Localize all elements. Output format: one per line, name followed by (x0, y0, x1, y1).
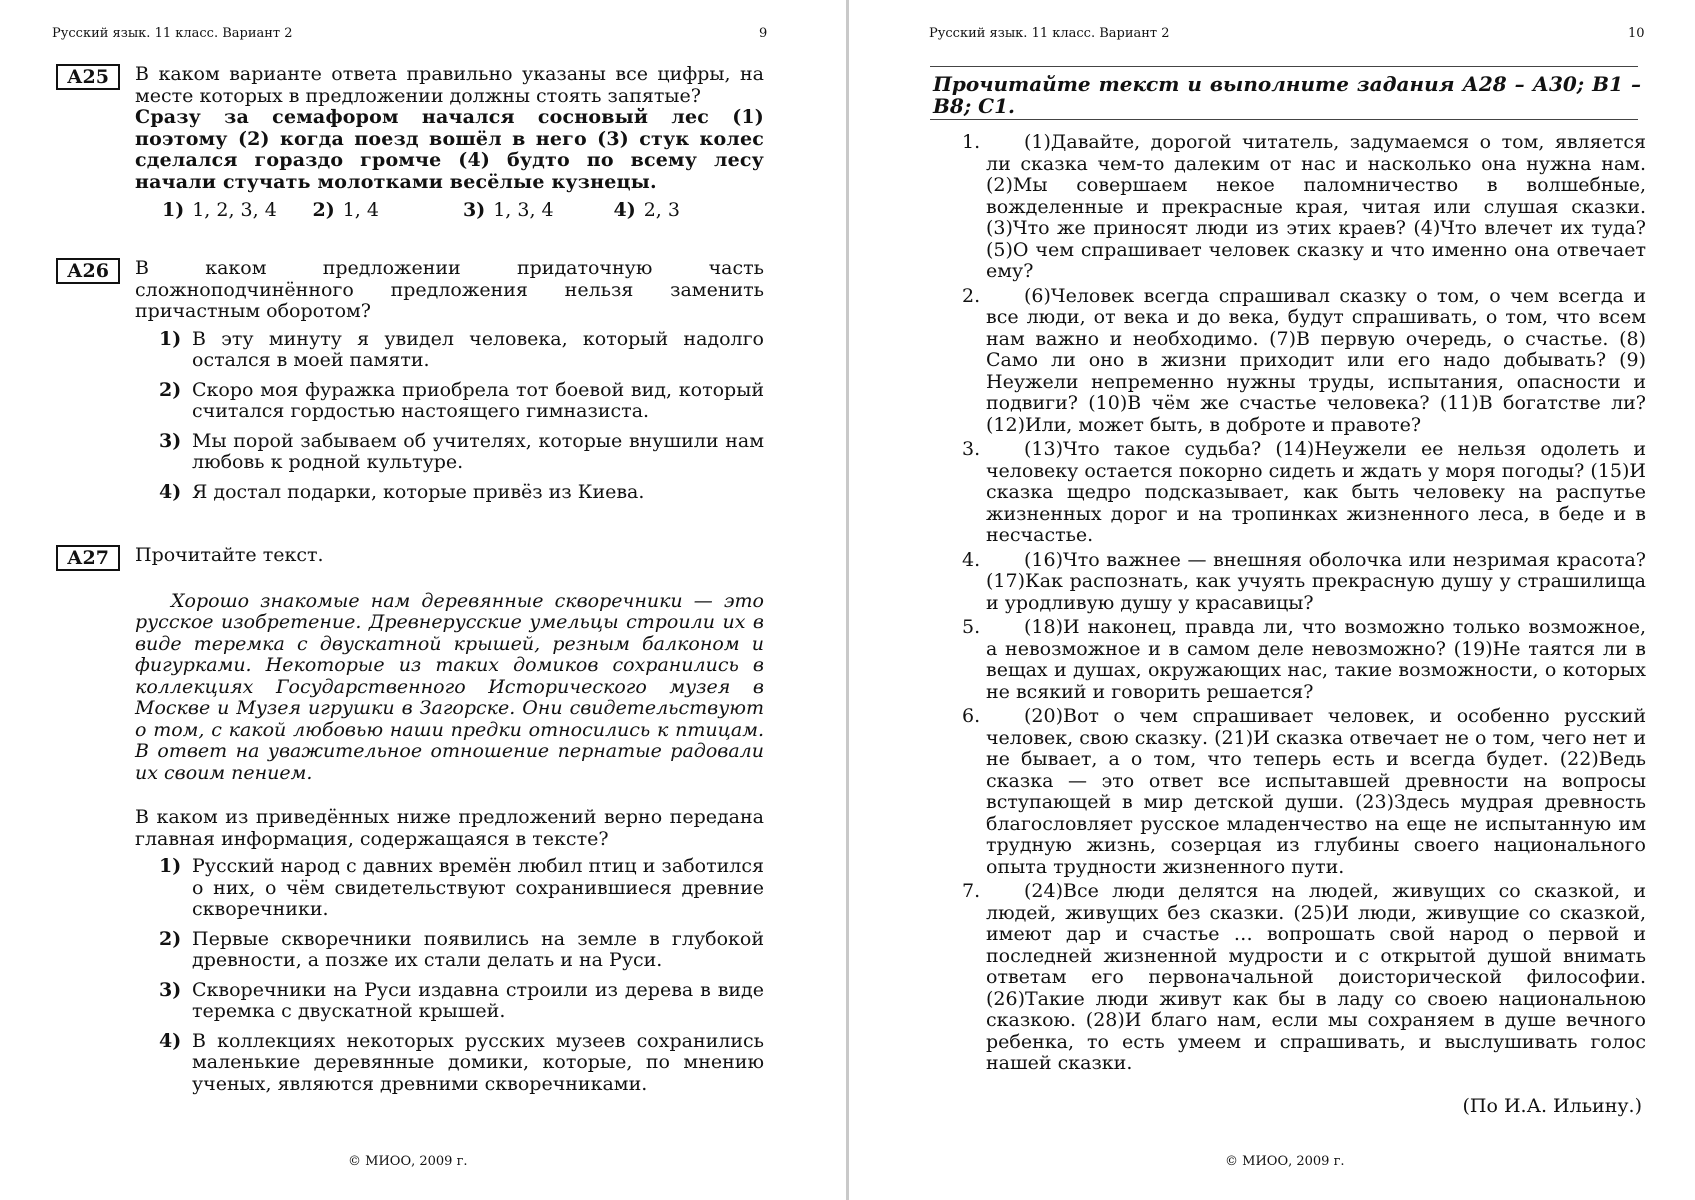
answer-option[interactable] (313, 200, 464, 222)
footer-copyright: © МИОО, 2009 г. (348, 1154, 468, 1169)
answer-number: 1) (159, 855, 182, 877)
paragraph-number: 7. (962, 880, 981, 902)
text-paragraph (962, 439, 1646, 547)
paragraph-number: 4. (962, 548, 981, 571)
paragraph-text: (18)И наконец, правда ли, что возможно только возможное, а невозможное и в самом деле невозможно? (19)Не таятся ли в вещах и душах, окружающих нас, такие возможности, о которых не всякий и говорить решается? (986, 616, 1646, 703)
task-body (135, 258, 764, 503)
text-paragraph (962, 132, 1646, 283)
task-label: А25 (56, 64, 120, 90)
answer-number: 4) (613, 199, 636, 221)
text-paragraph (962, 706, 1646, 878)
task-label: А26 (56, 258, 120, 284)
answer-option[interactable] (162, 200, 313, 222)
answer-options (159, 329, 764, 504)
answer-option[interactable] (159, 980, 764, 1023)
paragraph-number: 5. (962, 616, 981, 638)
paragraph-number: 3. (962, 438, 981, 460)
answer-text: 2, 3 (643, 199, 680, 221)
answer-text: 1, 3, 4 (493, 199, 554, 221)
task-body (135, 64, 764, 222)
answer-text: Русский народ с давних времён любил птиц и заботился о них, о чём свидетельствуют сохранившиеся древние скворечники. (192, 855, 764, 920)
answer-option[interactable] (159, 929, 764, 972)
page-divider (846, 0, 849, 1200)
answer-option[interactable] (159, 329, 764, 372)
text-paragraph (962, 617, 1646, 703)
answer-text: Первые скворечники появились на земле в глубокой древности, а позже их стали делать и на Руси. (192, 927, 764, 971)
task-a26 (56, 258, 764, 511)
answer-text: 1, 4 (342, 199, 379, 221)
answer-text: Скворечники на Руси издавна строили из дерева в виде теремка с двускатной крышей. (192, 978, 764, 1022)
answer-number: 3) (159, 429, 182, 452)
reading-text (962, 132, 1646, 1078)
answer-number: 2) (159, 378, 182, 401)
task-heading: Прочитайте текст и выполните задания А28 – А30; В1 – В8; С1. (933, 72, 1641, 118)
sentence-text: Сразу за семафором начался сосновый лес (1) поэтому (2) когда поезд вошёл в него (3) стук колес сделался гораздо громче (4) будто по всему лесу начали стучать молотками весёлые кузнецы. (135, 106, 764, 193)
answer-text: 1, 2, 3, 4 (192, 199, 277, 221)
paragraph-text: (1)Давайте, дорогой читатель, задумаемся о том, является ли сказка чем-то далеким от нас и насколько она нужна нам. (2)Мы совершаем некое паломничество в волшебные, вожделенные и прекрасные края, читая или слушая сказки. (3)Что же приносят люди из этих краев? (4)Что влечет их туда? (5)О чем спрашивает человек сказку и что именно она отвечает ему? (986, 131, 1646, 282)
page-number: 9 (759, 26, 768, 41)
answer-options (162, 200, 764, 222)
paragraph-text: (13)Что такое судьба? (14)Неужели ее нельзя одолеть и человеку остается покорно сидеть и ждать у моря погоды? (15)И сказка щедро подсказывает, как быть человеку на распутье жизненных дорог и на тропинках жизненного леса, в беде и в несчастье. (986, 438, 1646, 546)
paragraph-number: 2. (962, 284, 981, 307)
answer-options (159, 856, 764, 1095)
running-head: Русский язык. 11 класс. Вариант 2 (52, 26, 293, 41)
answer-number: 2) (312, 199, 335, 221)
task-label: А27 (56, 545, 120, 571)
answer-option[interactable] (159, 1031, 764, 1096)
task-a27 (56, 545, 764, 1103)
paragraph-text: (24)Все люди делятся на людей, живущих со сказкой, и людей, живущих без сказки. (25)И люди, живущие со сказкой, имеют дар и счастье … вопрошать свой народ о первой и последней жизненной мудрости и с открытой душой внимать ответам его первоначальной доисторической философии. (26)Такие люди живут как бы в ладу со своею национальною сказкою. (28)И благо нам, если мы сохраняем в душе вечного ребенка, то есть умеем и спрашивать, и выслушивать голос нашей сказки. (986, 880, 1646, 1074)
question-text: В каком варианте ответа правильно указаны все цифры, на месте которых в предложении должны стоять запятые? (135, 63, 764, 107)
task-a25 (56, 64, 764, 222)
answer-option[interactable] (159, 856, 764, 921)
text-paragraph (962, 286, 1646, 437)
answer-number: 4) (159, 1029, 182, 1052)
paragraph-text: (6)Человек всегда спрашивал сказку о том, о чем всегда и все люди, от века и до века, будут спрашивать, о том, что всем нам важно и необходимо. (7)В первую очередь, о счастье. (8) Само ли оно в жизни приходит или его надо добывать? (9) Неужели непременно нужны труды, испытания, опасности и подвиги? (10)В чём же счастье человека? (11)В богатстве ли? (12)Или, может быть, в доброте и правоте? (986, 284, 1646, 436)
heading-rule-top (930, 66, 1638, 67)
author-attribution: (По И.А. Ильину.) (1462, 1095, 1642, 1117)
answer-number: 1) (159, 327, 182, 350)
answer-text: Скоро моя фуражка приобрела тот боевой вид, который считался гордостью настоящего гимназиста. (192, 378, 764, 422)
answer-option[interactable] (159, 380, 764, 423)
left-page (0, 0, 846, 1200)
question-text: В каком предложении придаточную часть сложноподчинённого предложения нельзя заменить причастным оборотом? (135, 257, 764, 322)
paragraph-number: 1. (962, 131, 981, 153)
answer-option[interactable] (159, 482, 764, 504)
paragraph-text: (20)Вот о чем спрашивает человек, и особенно русский человек, свою сказку. (21)И сказка отвечает не о том, чего нет и не бывает, а о том, что теперь есть и всегда будет. (22)Ведь сказка — это ответ все испытавшей древности на вопросы вступающей в мир детской души. (23)Здесь мудрая древность благословляет русское младенчество на еще не испытанную им трудную жизнь, созерцая из глубины своего национального опыта трудности жизненного пути. (986, 705, 1646, 878)
answer-text: Мы порой забываем об учителях, которые внушили нам любовь к родной культуре. (192, 429, 764, 473)
running-head: Русский язык. 11 класс. Вариант 2 (929, 26, 1170, 41)
task-intro: Прочитайте текст. (135, 544, 324, 566)
answer-option[interactable] (463, 200, 614, 222)
answer-option[interactable] (159, 431, 764, 474)
text-paragraph (962, 881, 1646, 1075)
footer-copyright: © МИОО, 2009 г. (1225, 1154, 1345, 1169)
answer-option[interactable] (614, 200, 765, 222)
task-body (135, 545, 764, 1095)
answer-number: 3) (159, 978, 182, 1001)
paragraph-text: (16)Что важнее — внешняя оболочка или незримая красота? (17)Как распознать, как учуять прекрасную душу у страшилища и уродливую душу у красавицы? (986, 548, 1646, 614)
reading-passage: Хорошо знакомые нам деревянные скворечники — это русское изобретение. Древнерусские умельцы строили их в виде теремка с двускатной крышей, резным балконом и фигурками. Некоторые из таких домиков сохранились в коллекциях Государственного Исторического музея в Москве и Музея игрушки в Загорске. Они свидетельствуют о том, с какой любовью наши предки относились к птицам. В ответ на уважительное отношение пернатые радовали их своим пением. (135, 589, 764, 784)
answer-number: 1) (162, 199, 185, 221)
heading-rule-bottom (930, 119, 1638, 120)
text-paragraph (962, 550, 1646, 615)
answer-number: 4) (159, 480, 182, 503)
answer-number: 2) (159, 927, 182, 950)
answer-text: В коллекциях некоторых русских музеев сохранились маленькие деревянные домики, которые, по мнению ученых, являются древними скворечниками. (192, 1029, 764, 1095)
page-number: 10 (1628, 26, 1645, 41)
answer-text: Я достал подарки, которые привёз из Киева. (192, 480, 645, 503)
answer-text: В эту минуту я увидел человека, который надолго остался в моей памяти. (192, 327, 764, 371)
paragraph-number: 6. (962, 705, 981, 727)
answer-number: 3) (463, 199, 486, 221)
question-text: В каком из приведённых ниже предложений верно передана главная информация, содержащаяся в тексте? (135, 806, 764, 850)
